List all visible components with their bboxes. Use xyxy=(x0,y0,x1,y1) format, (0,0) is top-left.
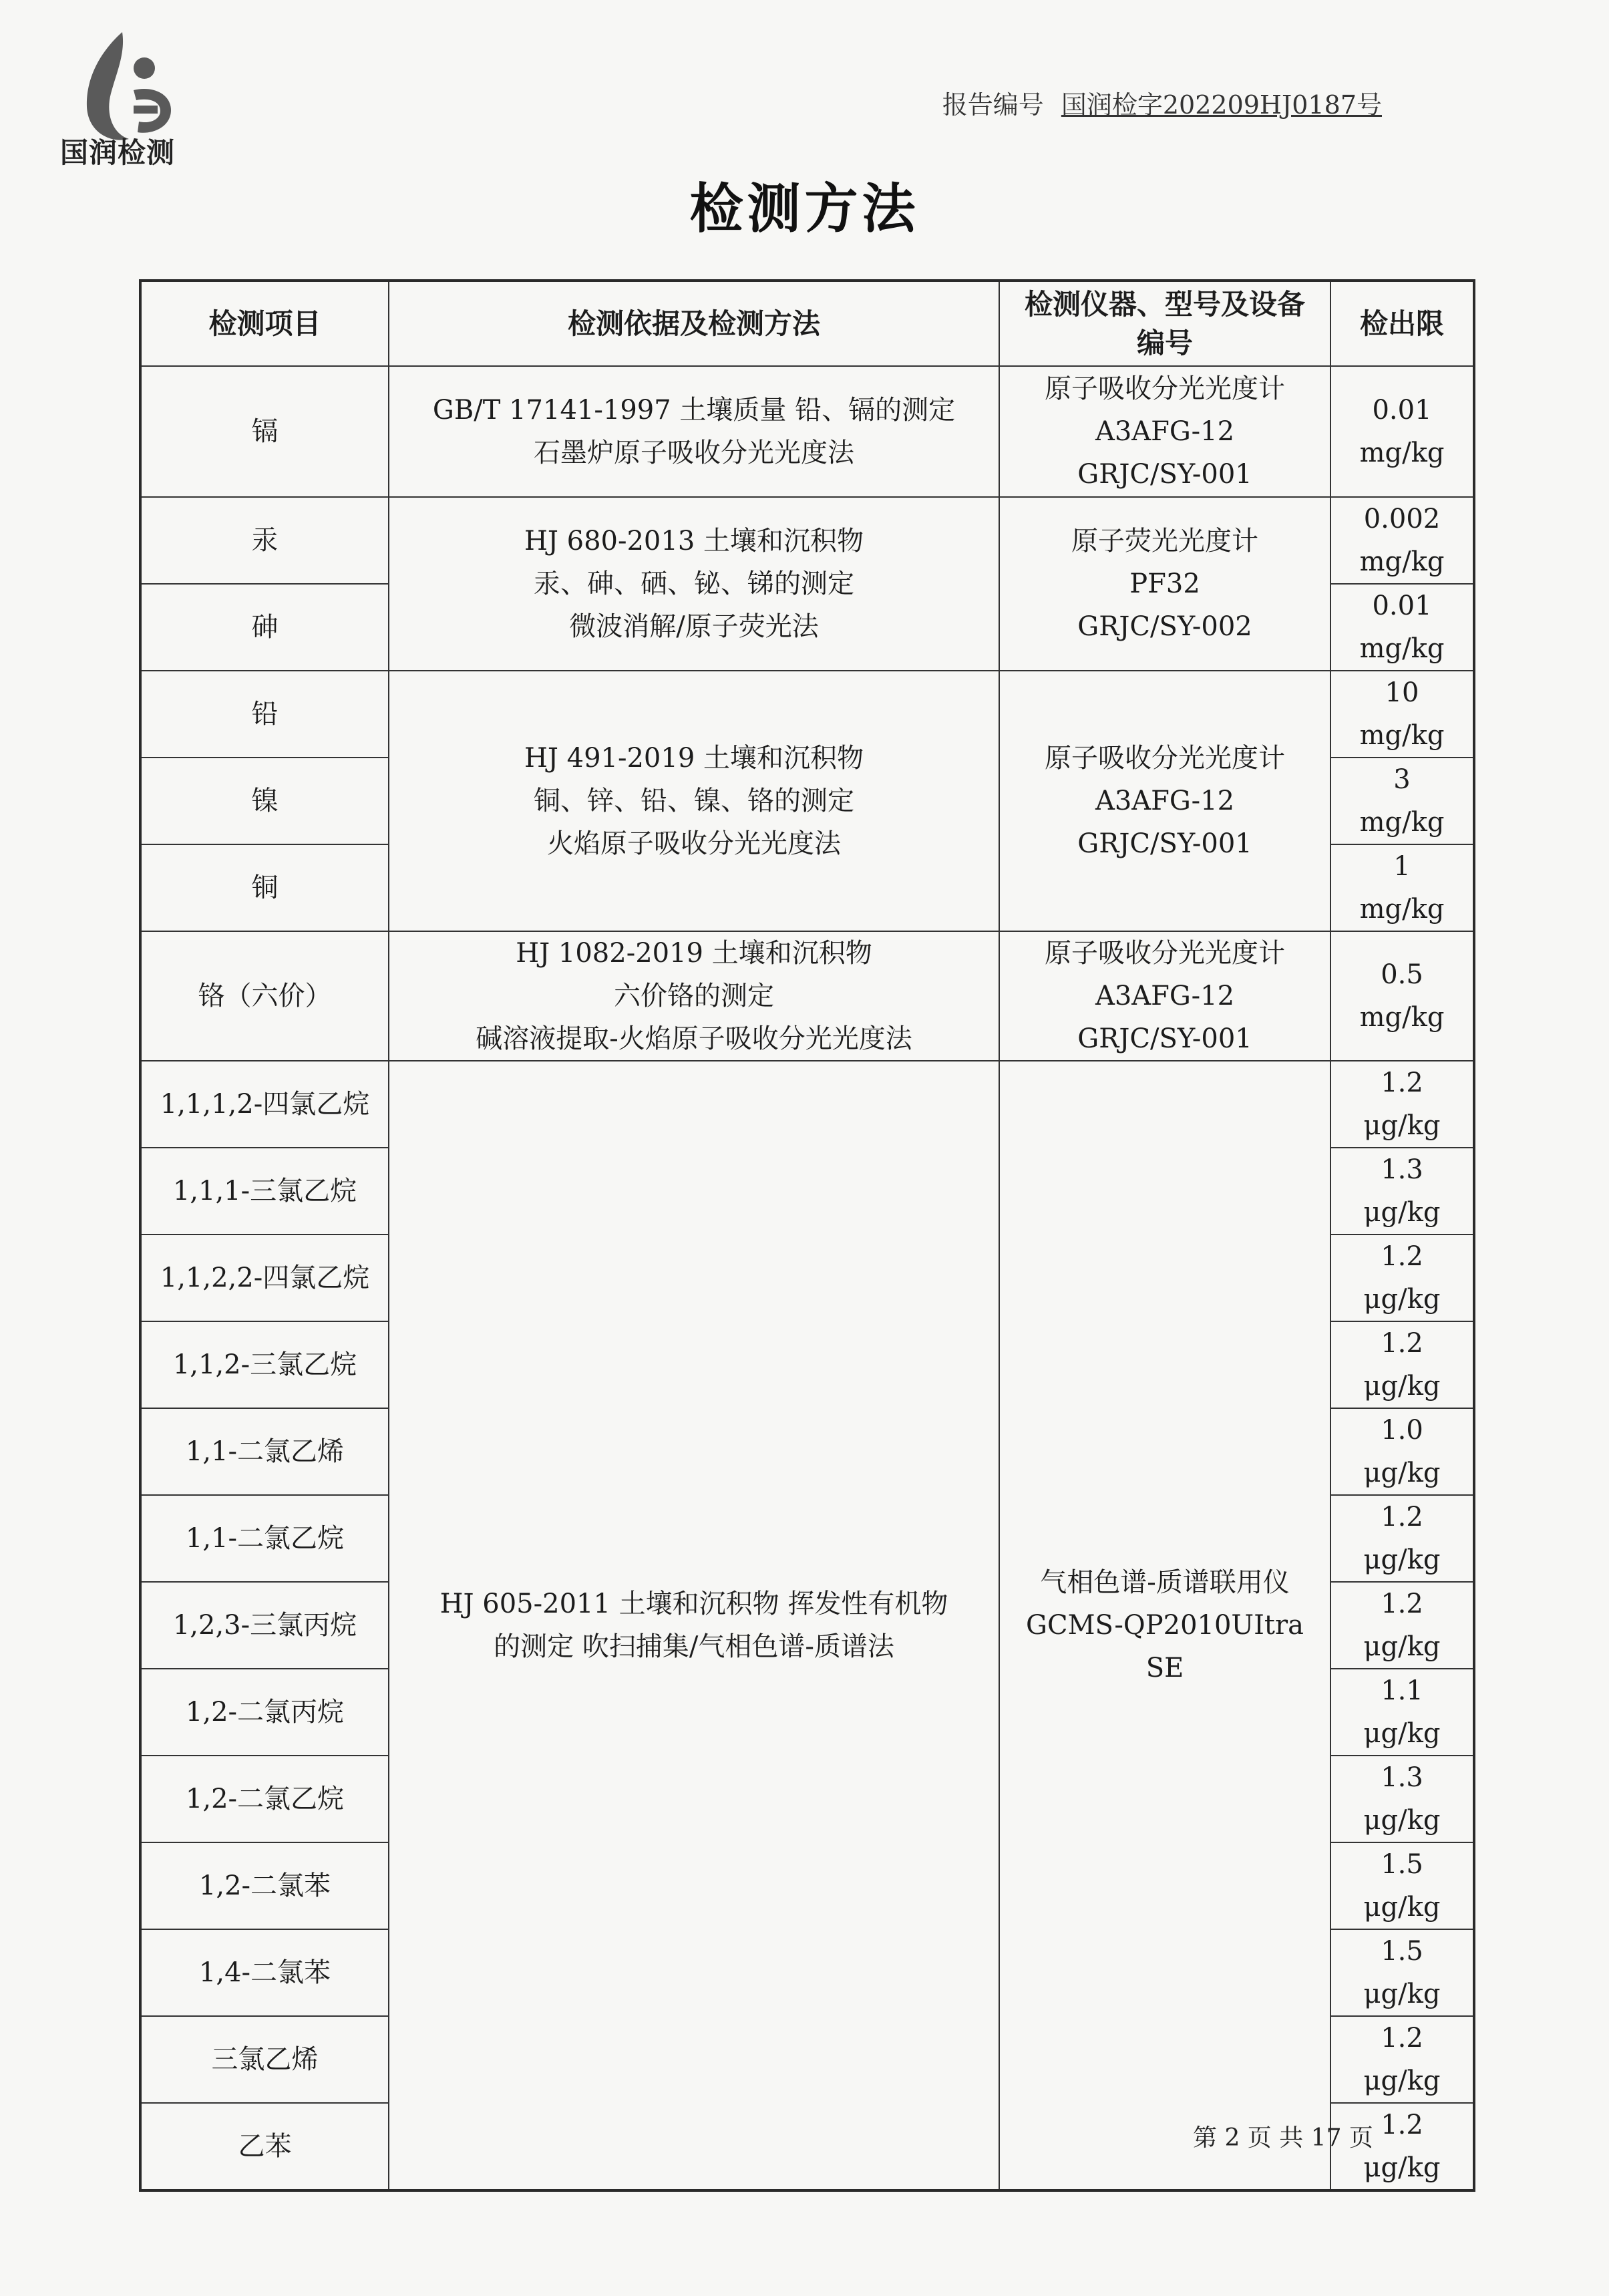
limit-value: 10 xyxy=(1385,677,1419,708)
limit-value: 1.2 xyxy=(1381,1068,1423,1098)
logo-swoosh-icon xyxy=(87,32,129,140)
method-cell xyxy=(389,931,999,1061)
limit-cell xyxy=(1330,497,1474,584)
limit-unit: μg/kg xyxy=(1363,1458,1441,1488)
limit-value: 1.3 xyxy=(1381,1154,1423,1185)
logo-text: 国润检测 xyxy=(60,136,176,169)
table-row xyxy=(140,1061,1474,1148)
limit-unit: mg/kg xyxy=(1359,720,1445,751)
limit-cell xyxy=(1330,1669,1474,1756)
method-line: GB/T 17141-1997 土壤质量 铅、镉的测定 xyxy=(432,395,956,426)
limit-value: 3 xyxy=(1393,764,1411,795)
item-name: 1,1-二氯乙烷 xyxy=(140,1495,389,1582)
limit-unit: μg/kg xyxy=(1363,1631,1441,1662)
instrument-cell xyxy=(999,671,1330,931)
table-row xyxy=(140,366,1474,497)
item-name: 乙苯 xyxy=(140,2103,389,2190)
limit-cell xyxy=(1330,1321,1474,1408)
limit-value: 1.5 xyxy=(1381,1849,1423,1880)
instrument-line: GCMS-QP2010UItra xyxy=(1026,1610,1304,1641)
column-header-limit: 检出限 xyxy=(1330,281,1474,366)
item-name: 1,1,1,2-四氯乙烷 xyxy=(140,1061,389,1148)
limit-cell xyxy=(1330,1235,1474,1321)
method-line: 碱溶液提取-火焰原子吸收分光光度法 xyxy=(476,1023,912,1054)
column-header-method: 检测依据及检测方法 xyxy=(389,281,999,366)
limit-value: 1.2 xyxy=(1381,1589,1423,1619)
instrument-line: 原子吸收分光光度计 xyxy=(1045,938,1285,969)
instrument-line: GRJC/SY-001 xyxy=(1077,828,1252,859)
instrument-line: A3AFG-12 xyxy=(1095,981,1235,1011)
instrument-line: 原子吸收分光光度计 xyxy=(1045,743,1285,774)
method-line: HJ 491-2019 土壤和沉积物 xyxy=(524,743,864,774)
limit-cell xyxy=(1330,2016,1474,2103)
item-name: 1,2-二氯乙烷 xyxy=(140,1756,389,1842)
limit-unit: mg/kg xyxy=(1359,633,1445,664)
item-name: 镉 xyxy=(140,366,389,497)
limit-cell xyxy=(1330,931,1474,1061)
item-name: 1,1-二氯乙烯 xyxy=(140,1408,389,1495)
limit-unit: μg/kg xyxy=(1363,2152,1441,2183)
limit-cell xyxy=(1330,1148,1474,1235)
instrument-line: A3AFG-12 xyxy=(1095,786,1235,816)
instrument-line: 原子荧光光度计 xyxy=(1071,526,1258,556)
limit-cell xyxy=(1330,671,1474,758)
limit-value: 0.002 xyxy=(1363,504,1441,534)
limit-value: 1.3 xyxy=(1381,1762,1423,1793)
page-number: 第 2 页 共 17 页 xyxy=(1193,2124,1373,2152)
limit-value: 0.01 xyxy=(1372,591,1432,621)
instrument-cell xyxy=(999,366,1330,497)
item-name: 1,4-二氯苯 xyxy=(140,1929,389,2016)
method-cell xyxy=(389,1061,999,2190)
instrument-line: GRJC/SY-001 xyxy=(1077,459,1252,490)
method-line: 铜、锌、铅、镍、铬的测定 xyxy=(534,786,854,816)
method-line: 汞、砷、硒、铋、锑的测定 xyxy=(534,568,854,599)
limit-unit: μg/kg xyxy=(1363,2066,1441,2096)
item-name: 铬（六价） xyxy=(140,931,389,1061)
limit-value: 1 xyxy=(1393,851,1411,882)
limit-unit: μg/kg xyxy=(1363,1544,1441,1575)
limit-unit: μg/kg xyxy=(1363,1371,1441,1402)
limit-cell xyxy=(1330,1061,1474,1148)
limit-value: 1.2 xyxy=(1381,1502,1423,1532)
item-name: 1,1,2,2-四氯乙烷 xyxy=(140,1235,389,1321)
method-cell xyxy=(389,497,999,671)
limit-cell xyxy=(1330,584,1474,671)
limit-unit: μg/kg xyxy=(1363,1284,1441,1315)
report-number xyxy=(942,84,1382,121)
limit-value: 1.0 xyxy=(1381,1415,1423,1446)
instrument-cell xyxy=(999,1061,1330,2190)
limit-unit: mg/kg xyxy=(1359,438,1445,468)
method-cell xyxy=(389,366,999,497)
limit-value: 1.2 xyxy=(1381,1328,1423,1359)
column-header-item: 检测项目 xyxy=(140,281,389,366)
table-row xyxy=(140,931,1474,1061)
limit-unit: μg/kg xyxy=(1363,1197,1441,1228)
column-header-instrument: 检测仪器、型号及设备编号 xyxy=(999,281,1330,366)
limit-cell xyxy=(1330,1408,1474,1495)
instrument-line: PF32 xyxy=(1129,568,1200,599)
limit-value: 0.5 xyxy=(1381,959,1423,990)
item-name: 1,2-二氯苯 xyxy=(140,1842,389,1929)
limit-value: 1.2 xyxy=(1381,2110,1423,2140)
limit-unit: μg/kg xyxy=(1363,1805,1441,1836)
item-name: 砷 xyxy=(140,584,389,671)
report-number-value: 国润检字202209HJ0187号 xyxy=(1061,90,1382,120)
limit-cell xyxy=(1330,1929,1474,2016)
item-name: 汞 xyxy=(140,497,389,584)
limit-unit: mg/kg xyxy=(1359,894,1445,925)
item-name: 1,1,1-三氯乙烷 xyxy=(140,1148,389,1235)
limit-value: 1.5 xyxy=(1381,1936,1423,1967)
limit-value: 1.2 xyxy=(1381,1241,1423,1272)
limit-unit: mg/kg xyxy=(1359,1002,1445,1033)
limit-cell xyxy=(1330,366,1474,497)
item-name: 1,1,2-三氯乙烷 xyxy=(140,1321,389,1408)
method-line: 六价铬的测定 xyxy=(614,981,774,1011)
limit-cell xyxy=(1330,844,1474,931)
instrument-line: SE xyxy=(1145,1653,1184,1683)
table-row xyxy=(140,671,1474,758)
limit-cell xyxy=(1330,1756,1474,1842)
table-row xyxy=(140,497,1474,584)
limit-unit: mg/kg xyxy=(1359,807,1445,838)
instrument-line: GRJC/SY-002 xyxy=(1077,611,1252,642)
limit-cell xyxy=(1330,1582,1474,1669)
instrument-line: 气相色谱-质谱联用仪 xyxy=(1040,1567,1290,1598)
item-name: 三氯乙烯 xyxy=(140,2016,389,2103)
table-header-row xyxy=(140,281,1474,366)
instrument-cell xyxy=(999,497,1330,671)
limit-unit: μg/kg xyxy=(1363,1110,1441,1141)
limit-unit: μg/kg xyxy=(1363,1718,1441,1749)
method-line: HJ 680-2013 土壤和沉积物 xyxy=(524,526,864,556)
limit-cell xyxy=(1330,758,1474,844)
limit-unit: μg/kg xyxy=(1363,1979,1441,2009)
instrument-line: A3AFG-12 xyxy=(1095,416,1235,447)
item-name: 1,2,3-三氯丙烷 xyxy=(140,1582,389,1669)
item-name: 镍 xyxy=(140,758,389,844)
instrument-cell xyxy=(999,931,1330,1061)
logo-dot-icon xyxy=(134,57,155,79)
method-line: 的测定 吹扫捕集/气相色谱-质谱法 xyxy=(494,1631,894,1662)
logo-bar-icon xyxy=(134,106,158,114)
detection-methods-table xyxy=(139,279,1475,2192)
item-name: 铅 xyxy=(140,671,389,758)
method-line: HJ 605-2011 土壤和沉积物 挥发性有机物 xyxy=(439,1589,948,1619)
method-line: 石墨炉原子吸收分光光度法 xyxy=(534,438,854,468)
item-name: 铜 xyxy=(140,844,389,931)
instrument-line: 原子吸收分光光度计 xyxy=(1045,373,1285,404)
limit-cell xyxy=(1330,1842,1474,1929)
page-title: 检测方法 xyxy=(689,178,920,240)
method-line: HJ 1082-2019 土壤和沉积物 xyxy=(516,938,872,969)
limit-value: 0.01 xyxy=(1372,395,1432,426)
limit-cell xyxy=(1330,1495,1474,1582)
method-line: 微波消解/原子荧光法 xyxy=(569,611,819,642)
instrument-line: GRJC/SY-001 xyxy=(1077,1023,1252,1054)
limit-unit: μg/kg xyxy=(1363,1892,1441,1923)
limit-value: 1.1 xyxy=(1381,1675,1423,1706)
limit-value: 1.2 xyxy=(1381,2023,1423,2054)
method-line: 火焰原子吸收分光光度法 xyxy=(547,828,841,859)
report-number-label: 报告编号 xyxy=(942,90,1044,120)
method-cell xyxy=(389,671,999,931)
limit-unit: mg/kg xyxy=(1359,546,1445,577)
item-name: 1,2-二氯丙烷 xyxy=(140,1669,389,1756)
